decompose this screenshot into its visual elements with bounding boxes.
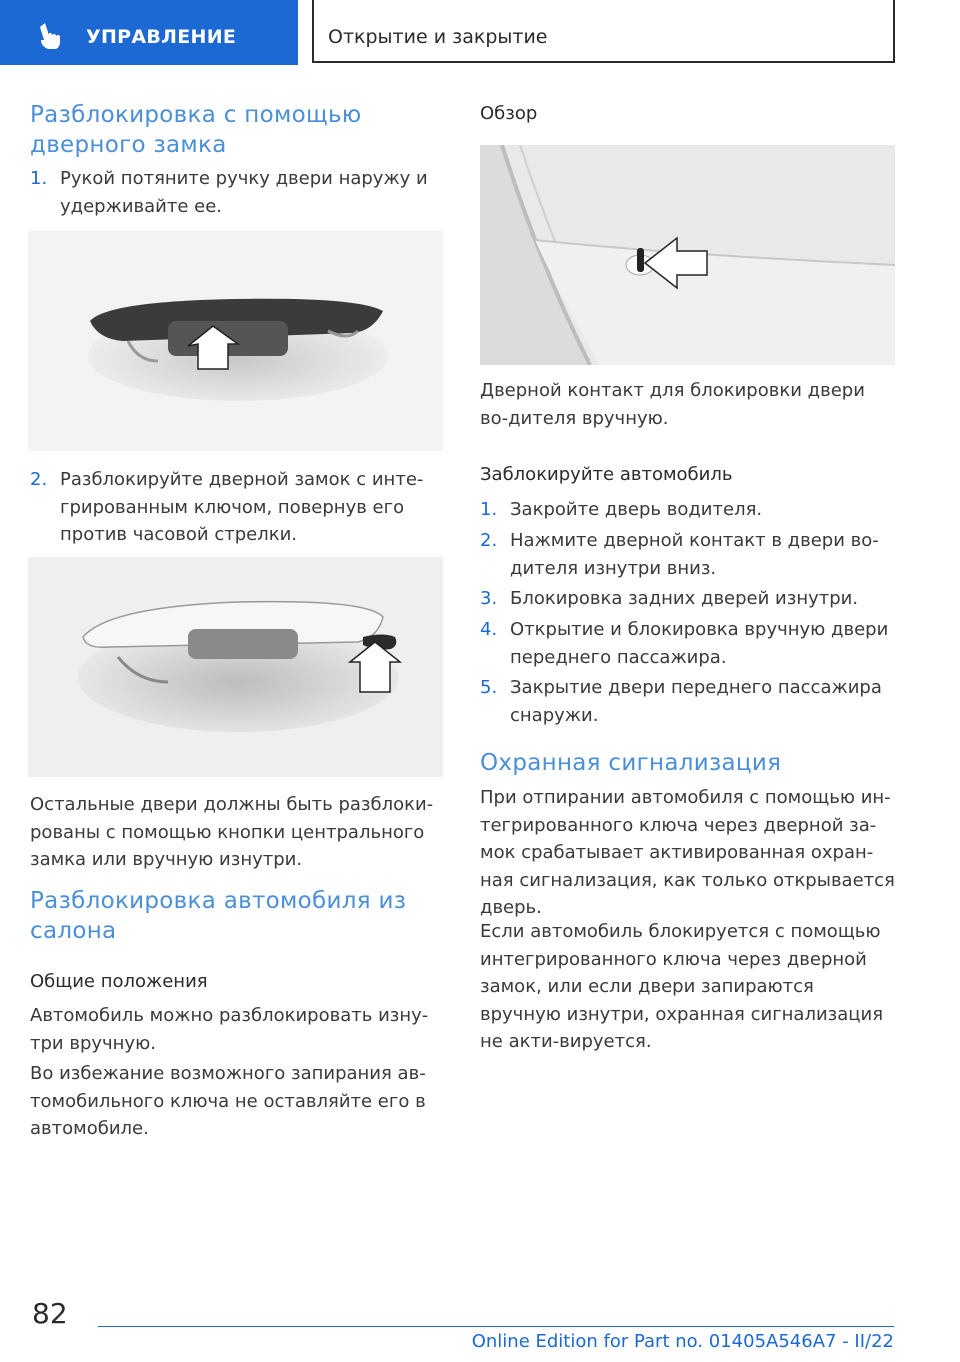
step-number: 2. [480,530,498,551]
paragraph-general-2: Во избежание возможного запирания ав-томобильного ключа не оставляйте его в автомобиле. [30,1063,426,1139]
list-item [480,496,895,524]
step-text: Рукой потяните ручку двери наружу и удерживайте ее. [60,168,428,217]
step-number: 2. [30,469,48,490]
footer-edition: Online Edition for Part no. 01405A546A7 - II/22 [471,1331,894,1352]
door-handle-photo-1 [28,231,443,451]
list-item [30,466,443,549]
list-item [480,527,895,582]
heading-overview: Обзор [480,103,538,124]
step-text: Нажмите дверной контакт в двери во-дителя изнутри вниз. [510,530,879,579]
heading-lock-car: Заблокируйте автомобиль [480,464,733,485]
hand-pointer-icon [34,22,64,52]
photo-caption: Дверной контакт для блокировки двери во-дителя вручную. [480,380,865,429]
step-number: 5. [480,677,498,698]
step-text: Закрытие двери переднего пассажира снаружи. [510,677,882,726]
step-number: 3. [480,588,498,609]
heading-unlock-with-lock: Разблокировка с помощью дверного замка [30,102,362,158]
topic-box [312,0,895,63]
paragraph-alarm-2: Если автомобиль блокируется с помощью интегрированного ключа через дверной замок, или если двери запираются вручную изнутри, охранная сигнализация не акти-вируется. [480,921,884,1052]
list-item [480,674,895,729]
section-tab [0,0,298,65]
page-number: 82 [32,1297,68,1330]
step-text: Блокировка задних дверей изнутри. [510,588,859,609]
step-number: 4. [480,619,498,640]
section-title: УПРАВЛЕНИЕ [86,26,237,48]
paragraph-other-doors: Остальные двери должны быть разблоки-рованы с помощью кнопки центрального замка или вручную изнутри. [30,794,434,870]
step-text: Закройте дверь водителя. [510,499,763,520]
step-number: 1. [480,499,498,520]
paragraph-alarm-1: При отпирании автомобиля с помощью ин-тегрированного ключа через дверной за-мок срабатывает активированная охран-ная сигнализация, как только открывается дверь. [480,787,895,918]
footer-divider [98,1326,894,1327]
heading-general: Общие положения [30,971,208,992]
heading-alarm: Охранная сигнализация [480,750,782,776]
step-number: 1. [30,168,48,189]
list-item [30,165,443,220]
topic-title: Открытие и закрытие [328,26,548,48]
paragraph-general-1: Автомобиль можно разблокировать изну-три вручную. [30,1005,429,1054]
door-contact-photo [480,145,895,365]
step-text: Разблокируйте дверной замок с инте-грированным ключом, повернув его против часовой стрелки. [60,469,424,545]
door-handle-photo-2 [28,557,443,777]
heading-unlock-inside: Разблокировка автомобиля из салона [30,888,407,944]
list-item [480,585,895,613]
step-text: Открытие и блокировка вручную двери переднего пассажира. [510,619,889,668]
list-item [480,616,895,671]
